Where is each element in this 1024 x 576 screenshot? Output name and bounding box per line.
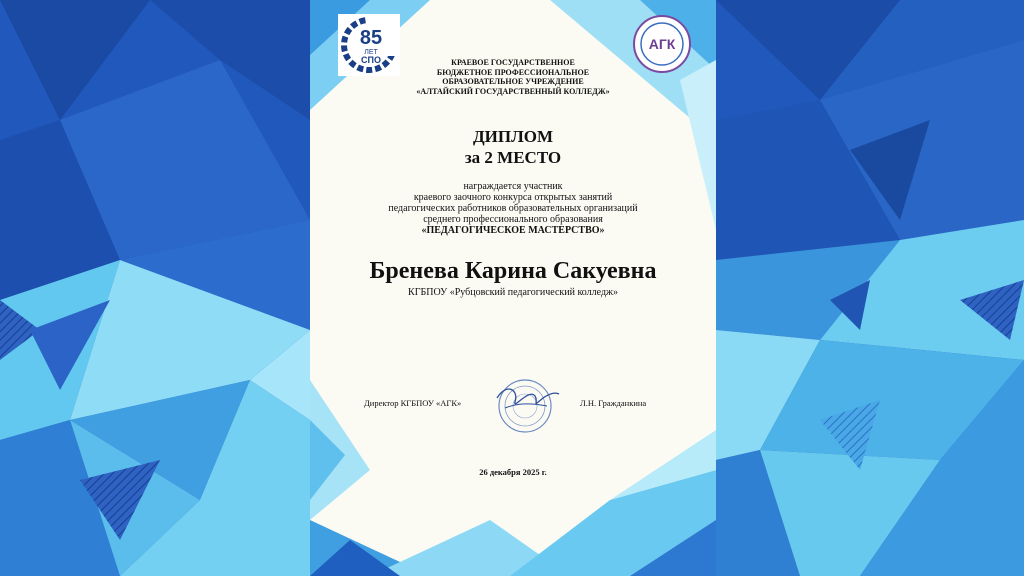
award-line: среднего профессионального образования xyxy=(423,214,603,225)
award-text xyxy=(310,181,716,236)
org-line: «АЛТАЙСКИЙ ГОСУДАРСТВЕННЫЙ КОЛЛЕДЖ» xyxy=(416,86,610,96)
contest-name: «ПЕДАГОГИЧЕСКОЕ МАСТЕРСТВО» xyxy=(421,225,605,236)
org-line: БЮДЖЕТНОЕ ПРОФЕССИОНАЛЬНОЕ xyxy=(436,67,590,77)
org-line: ОБРАЗОВАТЕЛЬНОЕ УЧРЕЖДЕНИЕ xyxy=(442,77,584,86)
diploma-date: 26 декабря 2025 г. xyxy=(479,467,547,477)
organization-header xyxy=(310,58,716,96)
logo-85-line1: ЛЕТ xyxy=(364,49,378,56)
diploma-title-block xyxy=(310,126,716,168)
signer-title: Директор КГБПОУ «АГК» xyxy=(364,398,462,408)
signer-name: Л.Н. Гражданкина xyxy=(580,398,647,408)
recipient-name: Бренева Карина Сакуевна xyxy=(369,258,657,284)
logo-85-line2: СПО xyxy=(361,55,381,65)
signature-stamp xyxy=(485,368,565,440)
diploma-title: ДИПЛОМ xyxy=(472,127,554,146)
diploma-page xyxy=(310,0,716,576)
award-line: педагогических работников образовательных организаций xyxy=(388,203,638,214)
award-line: награждается участник xyxy=(463,181,563,192)
logo-agk-letters: АГК xyxy=(648,36,676,52)
org-line: КРАЕВОЕ ГОСУДАРСТВЕННОЕ xyxy=(451,58,575,67)
award-line: краевого заочного конкурса открытых занятий xyxy=(413,192,613,203)
diploma-place: за 2 МЕСТО xyxy=(464,148,562,167)
logo-85-number: 85 xyxy=(359,27,383,49)
recipient-institution: КГБПОУ «Рубцовский педагогический колледж» xyxy=(408,287,618,298)
